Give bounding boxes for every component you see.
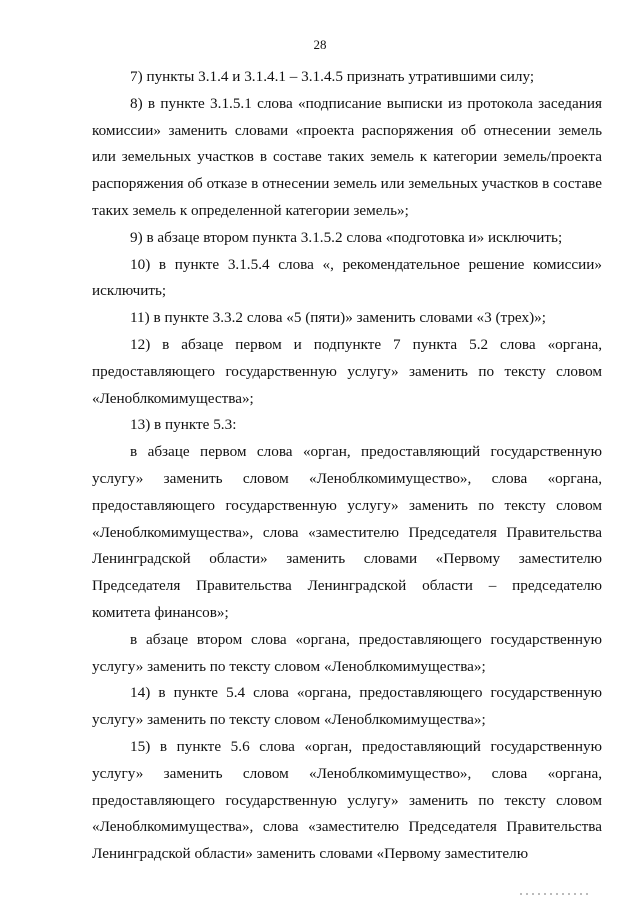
paragraph-13-second-abzac: в абзаце втором слова «органа, предоставляющего государственную услугу» заменить по тексту словом «Леноблкомимущества»;	[92, 630, 602, 675]
paragraph-item-9: 9) в абзаце втором пункта 3.1.5.2 слова «подготовка и» исключить;	[130, 228, 563, 246]
paragraph-item-14: 14) в пункте 5.4 слова «органа, предоставляющего государственную услугу» заменить по тексту словом «Леноблкомимущества»;	[92, 684, 602, 729]
paragraph-item-8: 8) в пункте 3.1.5.1 слова «подписание выписки из протокола заседания комиссии» заменить словами «проекта распоряжения об отнесении земель или земельных участков в составе таких земель к категории земель/проекта распоряжения об отказе в отнесении земель или земельных участков в составе таких земель к определенной категории земель»;	[92, 94, 602, 219]
paragraph-item-11: 11) в пункте 3.3.2 слова «5 (пяти)» заменить словами «3 (трех)»;	[130, 309, 546, 327]
paragraph-item-7: 7) пункты 3.1.4 и 3.1.4.1 – 3.1.4.5 признать утратившими силу;	[130, 68, 535, 85]
paragraph-item-13: 13) в пункте 5.3:	[130, 416, 237, 434]
document-body	[92, 64, 602, 868]
paragraph-item-15: 15) в пункте 5.6 слова «орган, предоставляющий государственную услугу» заменить словом «Леноблкомимущество», слова «органа, предоставляющего государственную услугу» заменить по тексту словом «Леноблкомимущества», слова «заместителю Председателя Правительства Ленинградской области» заменить словами «Первому заместителю	[92, 737, 602, 863]
scan-artifact	[520, 893, 590, 895]
paragraph-13-first-abzac: в абзаце первом слова «орган, предоставляющий государственную услугу» заменить словом «Леноблкомимущество», слова «органа, предоставляющего государственную услугу» заменить по тексту словом «Леноблкомимущества», слова «заместителю Председателя Правительства Ленинградской области» заменить словами «Первому заместителю Председателя Правительства Ленинградской области – председателю комитета финансов»;	[92, 443, 602, 621]
paragraph-item-10: 10) в пункте 3.1.5.4 слова «, рекомендательное решение комиссии» исключить;	[92, 255, 602, 300]
page-number: 28	[313, 37, 327, 52]
paragraph-item-12: 12) в абзаце первом и подпункте 7 пункта 5.2 слова «органа, предоставляющего государственную услугу» заменить по тексту словом «Леноблкомимущества»;	[92, 335, 602, 407]
